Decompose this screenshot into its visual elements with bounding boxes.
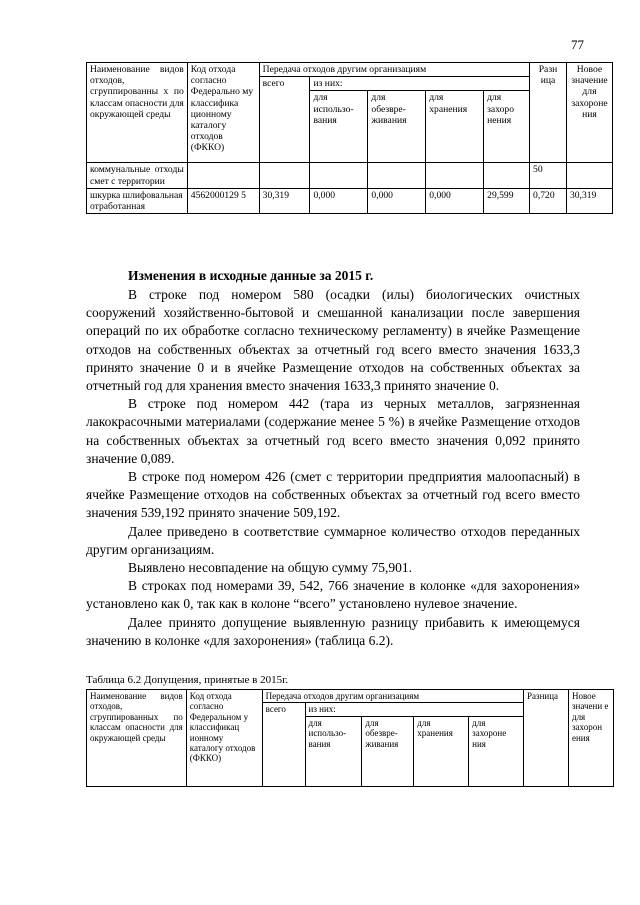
cell-name: шкурка шлифовальная отработанная (87, 188, 188, 213)
header-fkko-code: Код отхода согласно Федерально му классифика ционному каталогу отходов (ФККО) (187, 63, 259, 163)
header-for-use: для использо-вания (305, 716, 362, 786)
cell-code (187, 163, 259, 188)
table-row (87, 163, 613, 188)
cell-use: 0,000 (310, 188, 368, 213)
cell-total: 30,319 (259, 188, 310, 213)
cell-new: 30,319 (566, 188, 612, 213)
page-number: 77 (571, 37, 584, 52)
cell-total (259, 163, 310, 188)
paragraph: Выявлено несовпадение на общую сумму 75,901. (128, 560, 413, 576)
header-fkko-code: Код отхода согласно Федеральном у классификац ионному каталогу отходов (ФККО) (186, 690, 262, 787)
cell-neutral (368, 163, 426, 188)
table-waste-transfer (86, 62, 613, 214)
header-waste-name: Наименование видов отходов, сгруппированных по классам опасности для окружающей среды (87, 690, 187, 787)
cell-code: 4562000129 5 (187, 188, 259, 213)
header-for-use: для использо-вания (310, 91, 368, 163)
paragraph: Далее приведено в соответствие суммарное количество отходов переданных другим организациям. (86, 523, 580, 557)
cell-diff: 0,720 (530, 188, 567, 213)
header-waste-name: Наименование видов отходов, сгруппированны х по классам опасности для окружающей среды (87, 63, 188, 163)
header-for-burial: для захоро нения (484, 91, 530, 163)
table-assumptions (86, 689, 614, 787)
header-for-storage: для хранения (426, 91, 484, 163)
header-transfer: Передача отходов другим организациям (259, 63, 529, 77)
section-heading: Изменения в исходные данные за 2015 г. (128, 268, 374, 283)
header-for-burial: для захороне ния (469, 716, 524, 786)
cell-name: коммунальные отходы смет с территории (87, 163, 188, 188)
header-for-neutralization (362, 716, 414, 786)
header-for-storage: для хранения (414, 716, 469, 786)
paragraph: В строках под номерами 39, 542, 766 значение в колонке «для захоронения» установлено как 0, так как в колоне “всего” установлено нулевое значение. (86, 578, 580, 612)
cell-burial: 29,599 (484, 188, 530, 213)
cell-storage: 0,000 (426, 188, 484, 213)
paragraph: Далее принято допущение выявленную разницу прибавить к имеющемуся значению в колонке «для захоронения» (таблица 6.2). (86, 614, 580, 648)
header-total: всего (259, 77, 310, 163)
header-total: всего (262, 703, 305, 786)
table-caption: Таблица 6.2 Допущения, принятые в 2015г. (86, 674, 289, 686)
header-for-neutralization: для обезвре-живания (368, 91, 426, 163)
cell-burial (484, 163, 530, 188)
cell-storage (426, 163, 484, 188)
table-row (87, 188, 613, 213)
header-new-value: Новое значени е для захорон ения (568, 690, 613, 787)
body-text (86, 286, 580, 650)
paragraph: В строке под номером 442 (тара из черных металлов, загрязненная лакокрасочными материалами (содержание менее 5 %) в ячейке Размещение отходов на собственных объектах за отчетный год всего вместо значения 0,092 принято значение 0,089. (86, 396, 580, 466)
cell-use (310, 163, 368, 188)
header-of-which: из них: (305, 703, 524, 716)
header-neutral-prefix: для (365, 717, 379, 728)
cell-new (566, 163, 612, 188)
header-new-value: Новое значение для захороне ния (566, 63, 612, 163)
header-neutral-word: обезвре-живания (365, 728, 399, 749)
cell-diff: 50 (530, 163, 567, 188)
paragraph: В строке под номером 580 (осадки (илы) биологических очистных сооружений хозяйственно-бытовой и смешанной канализации после завершения операций по их обработке согласно техническому регламенту) в ячейке Размещение отходов на собственных объектах за отчетный год всего вместо значения 1633,3 принято значение 0 и в ячейке Размещение отходов на собственных объектах за отчетный год для хранения вместо значения 1633,3 принято значение 0. (86, 287, 580, 394)
header-of-which: из них: (310, 77, 530, 91)
cell-neutral: 0,000 (368, 188, 426, 213)
header-transfer: Передача отходов другим организациям (262, 690, 523, 703)
header-difference: Разница (524, 690, 569, 787)
paragraph: В строке под номером 426 (смет с территории предприятия малоопасный) в ячейке Размещение отходов на собственных объектах за отчетный год всего вместо значения 539,192 принято значение 509,192. (86, 469, 580, 521)
header-difference: Разн ица (530, 63, 567, 163)
